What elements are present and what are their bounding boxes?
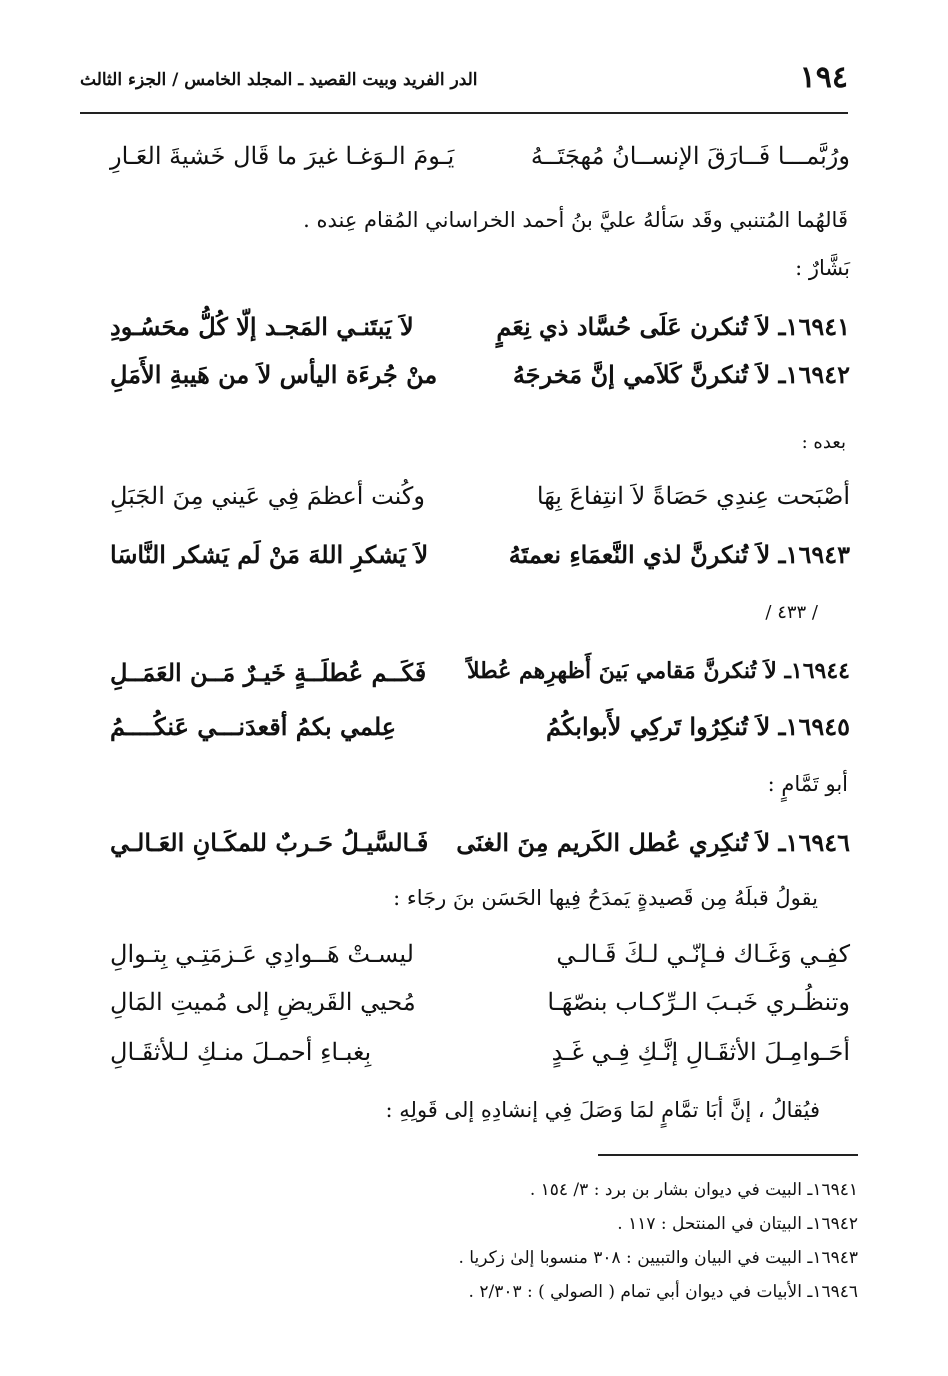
first-hemistich: وتنظُـري خَبـبَ الـرِّكـاب بنصّهَـا [547, 988, 850, 1016]
second-hemistich: يَـومَ الـوَغـا غيرَ ما قَال خَشيةَ العَـارِ [110, 142, 455, 170]
verse-line [110, 482, 850, 526]
after-label: بعده : [801, 432, 846, 453]
first-hemistich: ورُبَّمـــا فَــارَقَ الإنســانُ مُهجَتَــهُ [530, 142, 850, 170]
verse-line [110, 988, 850, 1032]
first-hemistich: أحَـوامِـلَ الأثقَـالِ إنَّـكِ فِـي غَـدٍ [551, 1038, 850, 1066]
manuscript-marker: / ٤٣٣ / [765, 602, 818, 623]
verse-16946 [110, 828, 850, 872]
footnote-divider [598, 1154, 858, 1156]
second-hemistich: منْ جُرءَة اليأس لاَ من هَيبةِ الأَمَلِ [110, 360, 438, 389]
verse-16944 [110, 658, 850, 702]
verse-16942 [110, 360, 850, 404]
page-header [80, 60, 848, 100]
second-hemistich: مُحيي القَريضِ إلى مُميتِ المَالِ [110, 988, 416, 1016]
first-hemistich: ١٦٩٤٢ـ لاَ تُنكرنَّ كَلاَمي إنَّ مَخرجَهُ [512, 360, 850, 389]
first-hemistich: ١٦٩٤٤ـ لاَ تُنكرنَّ مَقامي بَينَ أَظهرِهم عُطلاً [467, 658, 850, 684]
second-hemistich: وكُنت أعظمَ فِي عَيني مِنَ الجَبَلِ [110, 482, 425, 510]
verse-line [110, 1038, 850, 1082]
first-hemistich: ١٦٩٤٣ـ لاَ تُنكرنَّ لذي النَّعمَاءِ نعمتَهُ [508, 540, 850, 569]
verse-16943 [110, 540, 850, 584]
verse-16941 [110, 312, 850, 356]
second-hemistich: فَـالسَّيـلُ حَـربٌ للمكَـانِ العَـالـي [110, 828, 429, 857]
prose-note: فيُقالُ ، إنَّ أبَا تمَّامٍ لمَا وَصَلَ فِي إنشادِهِ إلى قَولِهِ : [385, 1098, 820, 1122]
footnote: ١٦٩٤٢ـ البيتان في المنتحل : ١١٧ . [617, 1214, 858, 1234]
first-hemistich: ١٦٩٤٥ـ لاَ تُنكِرُوا تَركِي لأَبوابكُمُ [546, 712, 850, 741]
footnote: ١٦٩٤١ـ البيت في ديوان بشار بن برد : ٣/ ١٥٤ . [529, 1180, 858, 1200]
first-hemistich: ١٦٩٤١ـ لاَ تُنكرن عَلَى حُسَّاد ذي نِعَمٍ [496, 312, 850, 341]
verse-line [110, 142, 850, 186]
second-hemistich: لاَ يَبتَنـي المَجـد إلّا كُلُّ محَسُـودِ [110, 312, 414, 341]
prose-note: قَالهُما المُتنبي وقَد سَألهُ عليَّ بنُ أحمد الخراساني المُقام عِنده . [303, 208, 848, 232]
second-hemistich: لاَ يَشكرِ اللهَ مَنْ لَم يَشكر النَّاسَا [110, 540, 429, 569]
footnote: ١٦٩٤٣ـ البيت في البيان والتبيين : ٣٠٨ منسوبا إلىٰ زكريا . [458, 1248, 858, 1268]
second-hemistich: بِغبـاءِ أحمـلَ منـكِ لـلأثقَـالِ [110, 1038, 372, 1066]
page-number: ١٩٤ [799, 60, 848, 95]
poet-label: بَشَّارٌ : [795, 256, 850, 280]
poet-label: أبو تَمَّامٍ : [767, 772, 848, 796]
verse-16945 [110, 712, 850, 756]
prose-note: يقولُ قبلَهُ مِن قَصيدةٍ يَمدَحُ فِيها الحَسَن بنَ رجَاء : [393, 886, 818, 910]
header-divider [80, 112, 848, 114]
first-hemistich: ١٦٩٤٦ـ لاَ تُنكِري عُطل الكَريم مِنَ الغنَى [456, 828, 850, 857]
verse-line [110, 940, 850, 984]
first-hemistich: كفِـي وَغَـاك فـإنّـي لـكَ قَـالـي [556, 940, 850, 968]
first-hemistich: أصْبَحت عِندِي حَصَاةً لاَ انتِفاعَ بِهَا [536, 482, 850, 510]
footnote: ١٦٩٤٦ـ الأبيات في ديوان أبي تمام ( الصولي ) : ٢/٣٠٣ . [468, 1282, 858, 1302]
running-title: الدر الفريد وبيت القصيد ـ المجلد الخامس / الجزء الثالث [80, 70, 478, 90]
second-hemistich: ليسـتْ هَــوادِي عَـزمَتِـي بِتـوالِ [110, 940, 414, 968]
second-hemistich: فَكَــم عُطلَــةٍ خَيـرٌ مَــن العَمَــلِ [110, 658, 427, 687]
second-hemistich: عِلمي بكمُ أقعدَنـــي عَنكُــــمُ [110, 712, 397, 741]
